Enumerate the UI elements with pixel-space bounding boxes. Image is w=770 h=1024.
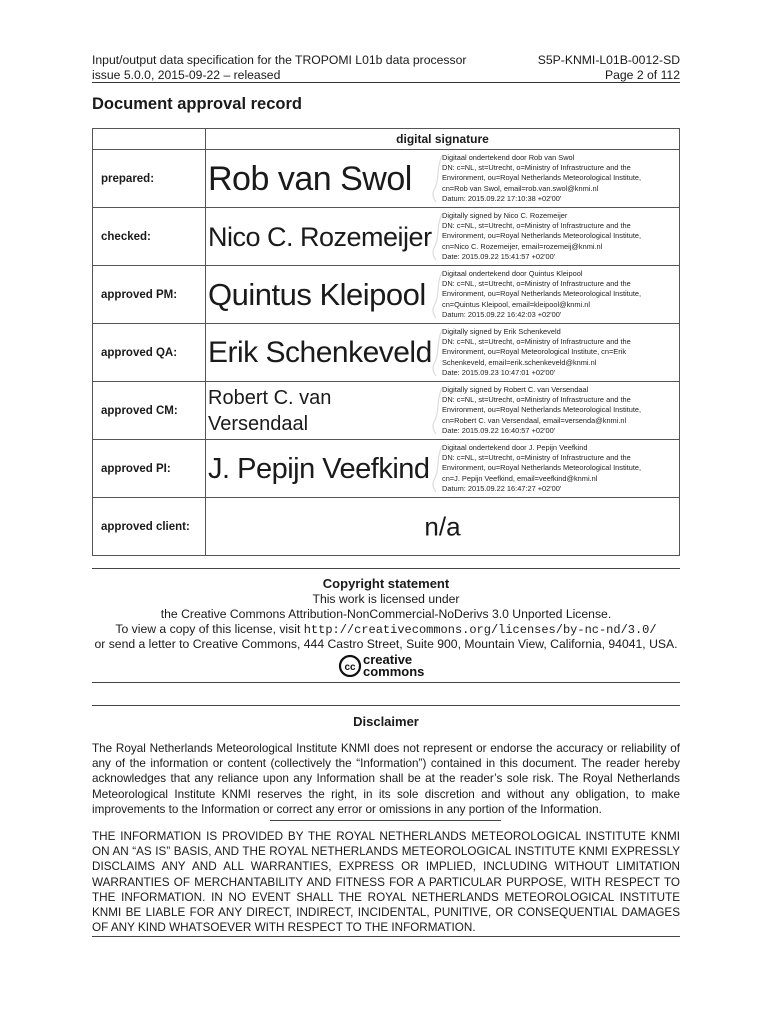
approval-row — [93, 208, 680, 266]
signer-name[interactable] — [208, 385, 331, 437]
approval-row — [93, 440, 680, 498]
role-label: approved CM: — [93, 382, 206, 440]
signer-name[interactable]: J. Pepijn Veefkind — [208, 452, 430, 485]
stamp-line: DN: c=NL, st=Utrecht, o=Ministry of Infrastructure and the — [442, 221, 631, 231]
stamp-line: Environment, ou=Royal Netherlands Meteorological Institute, — [442, 173, 642, 183]
stamp-line: Environment, ou=Royal Netherlands Meteorological Institute, — [442, 463, 642, 473]
role-label: prepared: — [93, 150, 206, 208]
stamp-line: DN: c=NL, st=Utrecht, o=Ministry of Infrastructure and the — [442, 279, 631, 289]
cc-badge-text: cc — [344, 662, 356, 673]
approval-row — [93, 324, 680, 382]
signer-name[interactable]: Quintus Kleipool — [208, 276, 426, 312]
stamp-line: cn=Nico C. Rozemeijer, email=rozemeij@knmi.nl — [442, 241, 603, 251]
stamp-line: Date: 2015.09.22 15:41:57 +02'00' — [442, 251, 556, 261]
signer-name[interactable]: Rob van Swol — [208, 159, 412, 198]
stamp-line: Digitaal ondertekend door Rob van Swol — [442, 153, 575, 162]
stamp-line: Date: 2015.09.23 10:47:01 +02'00' — [442, 367, 556, 377]
stamp-line: cn=Quintus Kleipool, email=kleipool@knmi.nl — [442, 299, 591, 309]
stamp-line: cn=J. Pepijn Veefkind, email=veefkind@knmi.nl — [442, 473, 598, 483]
disclaimer-paragraph: The Royal Netherlands Meteorological Institute KNMI does not represent or endorse the accuracy or reliability of any of the information or content (collectively the “Information”) contained in this document. The reader hereby acknowledges that any reliance upon any Information shall be at the reader’s sole risk. The Royal Netherlands Meteorological Institute KNMI reserves the right, in its sole discretion and without any obligation, to make improvements to the Information or correct any error or omissions in any portion of the Information. — [92, 742, 680, 816]
disclaimer-heading: Disclaimer — [353, 714, 419, 729]
stamp-line: Environment, ou=Royal Meteorological Institute, cn=Erik — [442, 347, 627, 357]
signer-name[interactable]: Nico C. Rozemeijer — [208, 221, 432, 252]
signer-name-line: Robert C. van — [208, 386, 332, 409]
disclaimer-caps-paragraph: THE INFORMATION IS PROVIDED BY THE ROYAL NETHERLANDS METEOROLOGICAL INSTITUTE KNMI ON AN “AS IS” BASIS, AND THE ROYAL NETHERLANDS METEOROLOGICAL INSTITUTE KNMI EXPRESSLY DISCLAIMS ANY AND ALL WARRANTIES, EXPRESS OR IMPLIED, INCLUDING WITHOUT LIMITATION WARRANTIES OF MERCHANTABILITY AND FITNESS FOR A PARTICULAR PURPOSE, WITH RESPECT TO THE INFORMATION. IN NO EVENT SHALL THE ROYAL NETHERLANDS METEOROLOGICAL INSTITUTE KNMI BE LIABLE FOR ANY DIRECT, INDIRECT, INCIDENTAL, PUNITIVE, OR CONSEQUENTIAL DAMAGES OF ANY KIND WHATSOEVER WITH RESPECT TO THE INFORMATION. — [92, 830, 680, 935]
stamp-line: Digitally signed by Robert C. van Versendaal — [442, 385, 589, 394]
stamp-line: Environment, ou=Royal Netherlands Meteorological Institute, — [442, 289, 642, 299]
signature-cell — [206, 208, 680, 266]
disclaimer-bottom-rule — [92, 936, 680, 937]
copyright-bottom-rule — [92, 682, 680, 683]
approval-table — [92, 128, 680, 556]
approval-row — [93, 150, 680, 208]
signature-stamp — [442, 327, 678, 378]
table-header-row — [93, 129, 680, 150]
header-left — [92, 53, 466, 83]
role-label: approved PI: — [93, 440, 206, 498]
license-link[interactable]: http://creativecommons.org/licenses/by-nc-nd/3.0/ — [303, 623, 657, 637]
cc-wordmark-bottom: commons — [363, 664, 425, 677]
copyright-top-rule — [92, 568, 680, 569]
disclaimer-divider — [270, 820, 501, 821]
signature-stamp — [442, 269, 678, 320]
signature-cell — [206, 498, 680, 556]
page-number: Page 2 of 112 — [605, 68, 680, 82]
signature-cell — [206, 382, 680, 440]
stamp-line: Schenkeveld, email=erik.schenkeveld@knmi.nl — [442, 357, 597, 367]
copyright-line: or send a letter to Creative Commons, 444 Castro Street, Suite 900, Mountain View, California, 94041, USA. — [94, 637, 678, 651]
approval-row — [93, 498, 680, 556]
signer-name[interactable]: Erik Schenkeveld — [208, 335, 432, 369]
stamp-line: Environment, ou=Royal Netherlands Meteorological Institute, — [442, 231, 642, 241]
signature-stamp — [442, 153, 678, 204]
copyright-line: the Creative Commons Attribution-NonCommercial-NoDerivs 3.0 Unported License. — [160, 607, 612, 621]
empty-header-cell — [93, 129, 206, 150]
signature-cell — [206, 440, 680, 498]
approval-row — [93, 382, 680, 440]
page-title: Document approval record — [92, 95, 302, 113]
stamp-line: DN: c=NL, st=Utrecht, o=Ministry of Infrastructure and the — [442, 395, 631, 405]
stamp-line: Datum: 2015.09.22 16:42:03 +02'00' — [442, 309, 562, 319]
role-label: approved PM: — [93, 266, 206, 324]
signature-cell — [206, 266, 680, 324]
disclaimer-top-rule — [92, 705, 680, 706]
cc-wordmark-top: creative — [363, 652, 413, 667]
stamp-line: cn=Rob van Swol, email=rob.van.swol@knmi.nl — [442, 183, 599, 193]
issue-line: issue 5.0.0, 2015-09-22 – released — [92, 68, 281, 82]
signature-stamp — [442, 211, 678, 262]
copyright-line: This work is licensed under — [312, 592, 460, 606]
document-id: S5P-KNMI-L01B-0012-SD — [537, 53, 680, 67]
signer-name-line: Versendaal — [208, 412, 309, 435]
digital-signature-header: digital signature — [206, 129, 680, 150]
stamp-line: DN: c=NL, st=Utrecht, o=Ministry of Infrastructure and the — [442, 453, 631, 463]
approval-row — [93, 266, 680, 324]
header-right — [538, 53, 680, 83]
stamp-line: Digitaal ondertekend door Quintus Kleipool — [442, 269, 583, 278]
stamp-line: Datum: 2015.09.22 17:10:38 +02'00' — [442, 193, 562, 203]
stamp-line: Date: 2015.09.22 16:40:57 +02'00' — [442, 425, 556, 435]
signature-stamp — [442, 385, 678, 436]
stamp-line: Digitaal ondertekend door J. Pepijn Veefkind — [442, 443, 588, 452]
document-title-line: Input/output data specification for the TROPOMI L01b data processor — [92, 53, 467, 67]
signature-stamp — [442, 443, 678, 494]
stamp-line: DN: c=NL, st=Utrecht, o=Ministry of Infrastructure and the — [442, 163, 631, 173]
role-label: checked: — [93, 208, 206, 266]
role-label: approved client: — [93, 498, 206, 556]
signature-cell — [206, 324, 680, 382]
stamp-line: DN: c=NL, st=Utrecht, o=Ministry of Infrastructure and the — [442, 337, 631, 347]
license-text: To view a copy of this license, visit — [115, 622, 304, 636]
stamp-line: Datum: 2015.09.22 16:47:27 +02'00' — [442, 483, 562, 493]
stamp-line: Environment, ou=Royal Netherlands Meteorological Institute, — [442, 405, 642, 415]
copyright-heading: Copyright statement — [322, 576, 450, 591]
not-applicable-value: n/a — [424, 511, 461, 541]
stamp-line: Digitally signed by Erik Schenkeveld — [442, 327, 561, 336]
header-rule — [92, 82, 680, 83]
stamp-line: Digitally signed by Nico C. Rozemeijer — [442, 211, 568, 220]
signature-cell — [206, 150, 680, 208]
stamp-line: cn=Robert C. van Versendaal, email=versenda@knmi.nl — [442, 415, 627, 425]
creative-commons-logo[interactable] — [338, 652, 432, 677]
role-label: approved QA: — [93, 324, 206, 382]
